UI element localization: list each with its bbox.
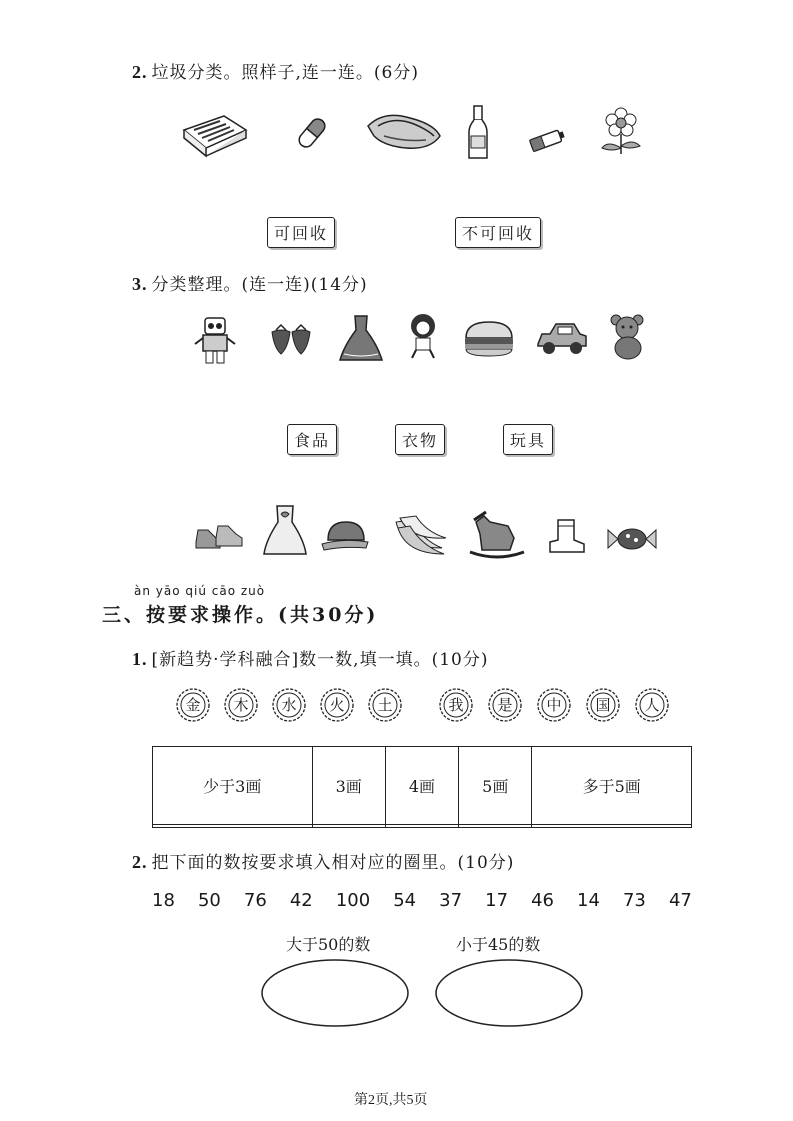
teddy-bear-icon[interactable]: [608, 312, 648, 360]
oval-less-than-45[interactable]: [434, 958, 584, 1028]
dress-icon[interactable]: [338, 312, 384, 364]
section-3-title: 三、按要求操作。(共30分): [102, 604, 379, 626]
oval-greater-than-50[interactable]: [260, 958, 410, 1028]
candy-icon[interactable]: [606, 522, 658, 556]
flower-char: 水: [270, 686, 308, 724]
number-item: 50: [197, 890, 221, 911]
section-3-question-2-title: [132, 848, 514, 873]
number-item: 46: [531, 890, 554, 911]
flower-char: 人: [633, 686, 671, 724]
recyclable-box[interactable]: 可回收: [267, 217, 335, 248]
answer-cell[interactable]: [459, 824, 532, 827]
number-item: 14: [577, 890, 600, 911]
table-header-cell: 3画: [312, 747, 385, 825]
answer-cell[interactable]: [312, 824, 385, 827]
flower-char: 金: [174, 686, 212, 724]
question-text: 把下面的数按要求填入相对应的圈里。(10分): [151, 853, 515, 873]
boot-icon[interactable]: [544, 516, 588, 556]
table-header-cell: 5画: [459, 747, 532, 825]
section-3-question-1-title: [132, 645, 488, 670]
cap-icon[interactable]: [320, 516, 370, 556]
number-item: 100: [335, 890, 371, 911]
question-number: 2.: [132, 62, 148, 82]
rocking-horse-icon[interactable]: [466, 510, 528, 560]
toys-box[interactable]: 玩具: [503, 424, 553, 455]
oval-label-greater: 大于50的数: [286, 935, 371, 954]
flower-char: 是: [486, 686, 524, 724]
battery-icon[interactable]: [528, 124, 568, 158]
number-item: 54: [393, 890, 417, 911]
sneakers-icon[interactable]: [194, 518, 244, 552]
number-item: 47: [668, 890, 692, 911]
number-item: 42: [289, 890, 313, 911]
number-item: 76: [243, 890, 267, 911]
question-2-title: [132, 58, 419, 83]
clothing-box[interactable]: 衣物: [395, 424, 445, 455]
flower-char: 中: [535, 686, 573, 724]
flower-char: 国: [584, 686, 622, 724]
table-header-cell: 少于3画: [153, 747, 313, 825]
answer-cell[interactable]: [532, 824, 692, 827]
number-list: [152, 890, 692, 911]
table-header-row: [153, 747, 692, 825]
question-text: 垃圾分类。照样子,连一连。(6分): [151, 63, 419, 83]
bottle-icon[interactable]: [465, 104, 491, 162]
doll-icon[interactable]: [406, 312, 440, 362]
burger-icon[interactable]: [462, 318, 516, 360]
bananas-icon[interactable]: [392, 512, 448, 558]
number-item: 17: [485, 890, 509, 911]
answer-cell[interactable]: [385, 824, 458, 827]
number-item: 73: [622, 890, 646, 911]
table-header-cell: 多于5画: [532, 747, 692, 825]
section-3-pinyin: àn yāo qiú cāo zuò: [134, 584, 266, 598]
robot-icon[interactable]: [192, 314, 238, 366]
non-recyclable-box[interactable]: 不可回收: [455, 217, 541, 248]
flower-char: 土: [366, 686, 404, 724]
car-icon[interactable]: [534, 318, 590, 358]
question-number: 1.: [132, 649, 148, 669]
flower-char: 我: [437, 686, 475, 724]
skirt-dress-icon[interactable]: [262, 502, 308, 558]
pill-icon[interactable]: [292, 113, 332, 153]
flower-char: 火: [318, 686, 356, 724]
question-3-title: [132, 270, 368, 295]
page-footer: 第2页,共5页: [354, 1093, 428, 1108]
question-text: 分类整理。(连一连)(14分): [151, 275, 368, 295]
flower-char: 木: [222, 686, 260, 724]
table-answer-row: [153, 824, 692, 827]
question-number: 3.: [132, 274, 148, 294]
stroke-count-table: [152, 746, 692, 828]
question-number: 2.: [132, 852, 148, 872]
question-text: [新趋势·学科融合]数一数,填一填。(10分): [151, 650, 489, 670]
table-header-cell: 4画: [385, 747, 458, 825]
number-item: 18: [152, 890, 175, 911]
flower-icon[interactable]: [598, 104, 644, 156]
number-item: 37: [439, 890, 463, 911]
oval-label-less: 小于45的数: [456, 935, 541, 954]
strawberry-icon[interactable]: [268, 322, 314, 356]
newspaper-icon[interactable]: [180, 108, 250, 158]
answer-cell[interactable]: [153, 824, 313, 827]
banana-peel-icon[interactable]: [364, 106, 444, 156]
food-box[interactable]: 食品: [287, 424, 337, 455]
